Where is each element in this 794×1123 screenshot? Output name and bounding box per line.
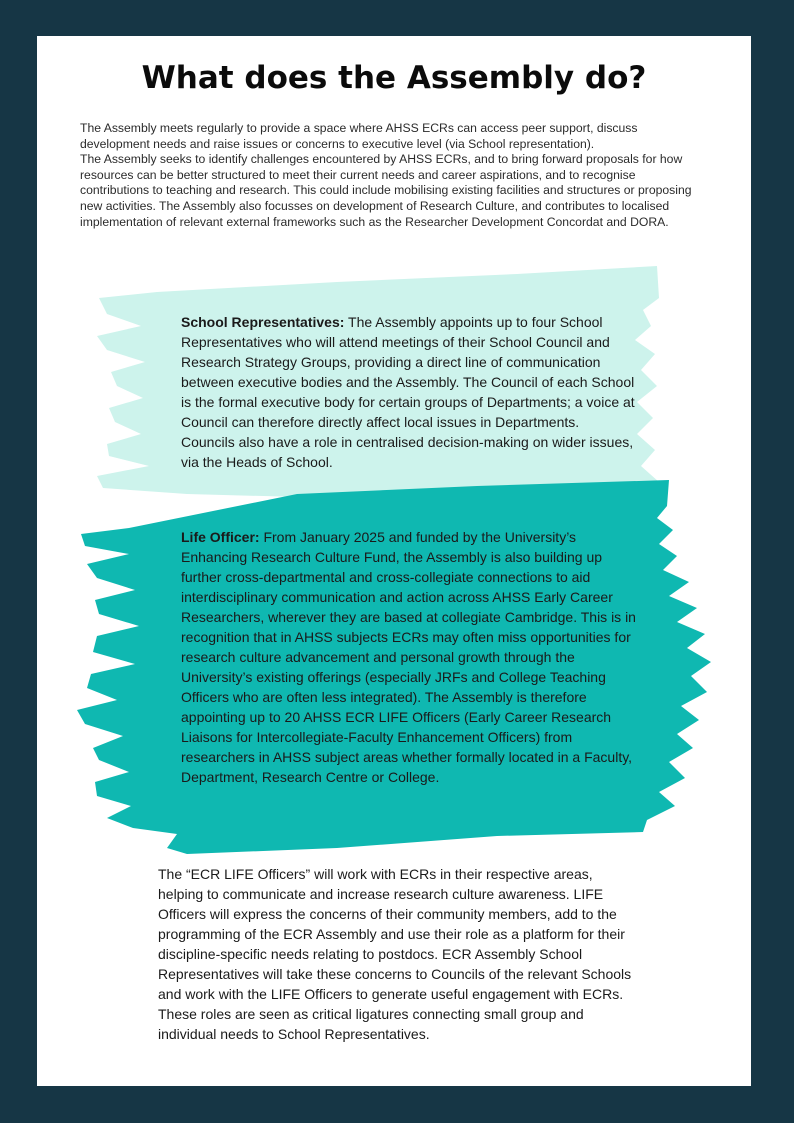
life-officer-section <box>181 527 636 787</box>
intro-paragraph-1: The Assembly meets regularly to provide a space where AHSS ECRs can access peer support, discuss development needs and raise issues or concerns to executive level (via School representation). <box>80 121 638 151</box>
intro-paragraph-2: The Assembly seeks to identify challenges encountered by AHSS ECRs, and to bring forward proposals for how resources can be better structured to meet their current needs and career aspirations, and to recognise contributions to teaching and research. This could include mobilising existing facilities and structures or proposing new activities. The Assembly also focusses on development of Research Culture, and contributes to localised implementation of relevant external frameworks such as the Researcher Development Concordat and DORA. <box>80 152 692 229</box>
document-page <box>37 36 751 1086</box>
life-officer-heading: Life Officer: <box>181 529 260 545</box>
closing-paragraph: The “ECR LIFE Officers” will work with ECRs in their respective areas, helping to communicate and increase research culture awareness. LIFE Officers will express the concerns of their community members, add to the programming of the ECR Assembly and use their role as a platform for their discipline-specific needs relating to postdocs. ECR Assembly School Representatives will take these concerns to Councils of the relevant Schools and work with the LIFE Officers to generate useful engagement with ECRs. These roles are seen as critical ligatures connecting small group and individual needs to School Representatives. <box>158 866 632 1042</box>
school-representatives-heading: School Representatives: <box>181 314 345 330</box>
school-representatives-text: The Assembly appoints up to four School Representatives who will attend meetings of their School Council and Research Strategy Groups, providing a direct line of communication between executive bodies and the Assembly. The Council of each School is the formal executive body for certain groups of Departments; a voice at Council can therefore directly affect local issues in Departments. Councils also have a role in centralised decision-making on wider issues, via the Heads of School. <box>181 314 635 470</box>
closing-section <box>158 864 638 1044</box>
life-officer-text: From January 2025 and funded by the University’s Enhancing Research Culture Fund, the Assembly is also building up further cross-departmental and cross-collegiate connections to aid interdisciplinary communication and action across AHSS Early Career Researchers, wherever they are based at collegiate Cambridge. This is in recognition that in AHSS subjects ECRs may often miss opportunities for research culture advancement and personal growth through the University’s existing offerings (especially JRFs and College Teaching Officers who are often less integrated). The Assembly is therefore appointing up to 20 AHSS ECR LIFE Officers (Early Career Research Liaisons for Intercollegiate-Faculty Enhancement Officers) from researchers in AHSS subject areas whether formally located in a Faculty, Department, Research Centre or College. <box>181 529 636 785</box>
page-title: What does the Assembly do? <box>141 60 647 96</box>
school-representatives-section <box>181 312 636 472</box>
intro-section <box>80 121 700 230</box>
